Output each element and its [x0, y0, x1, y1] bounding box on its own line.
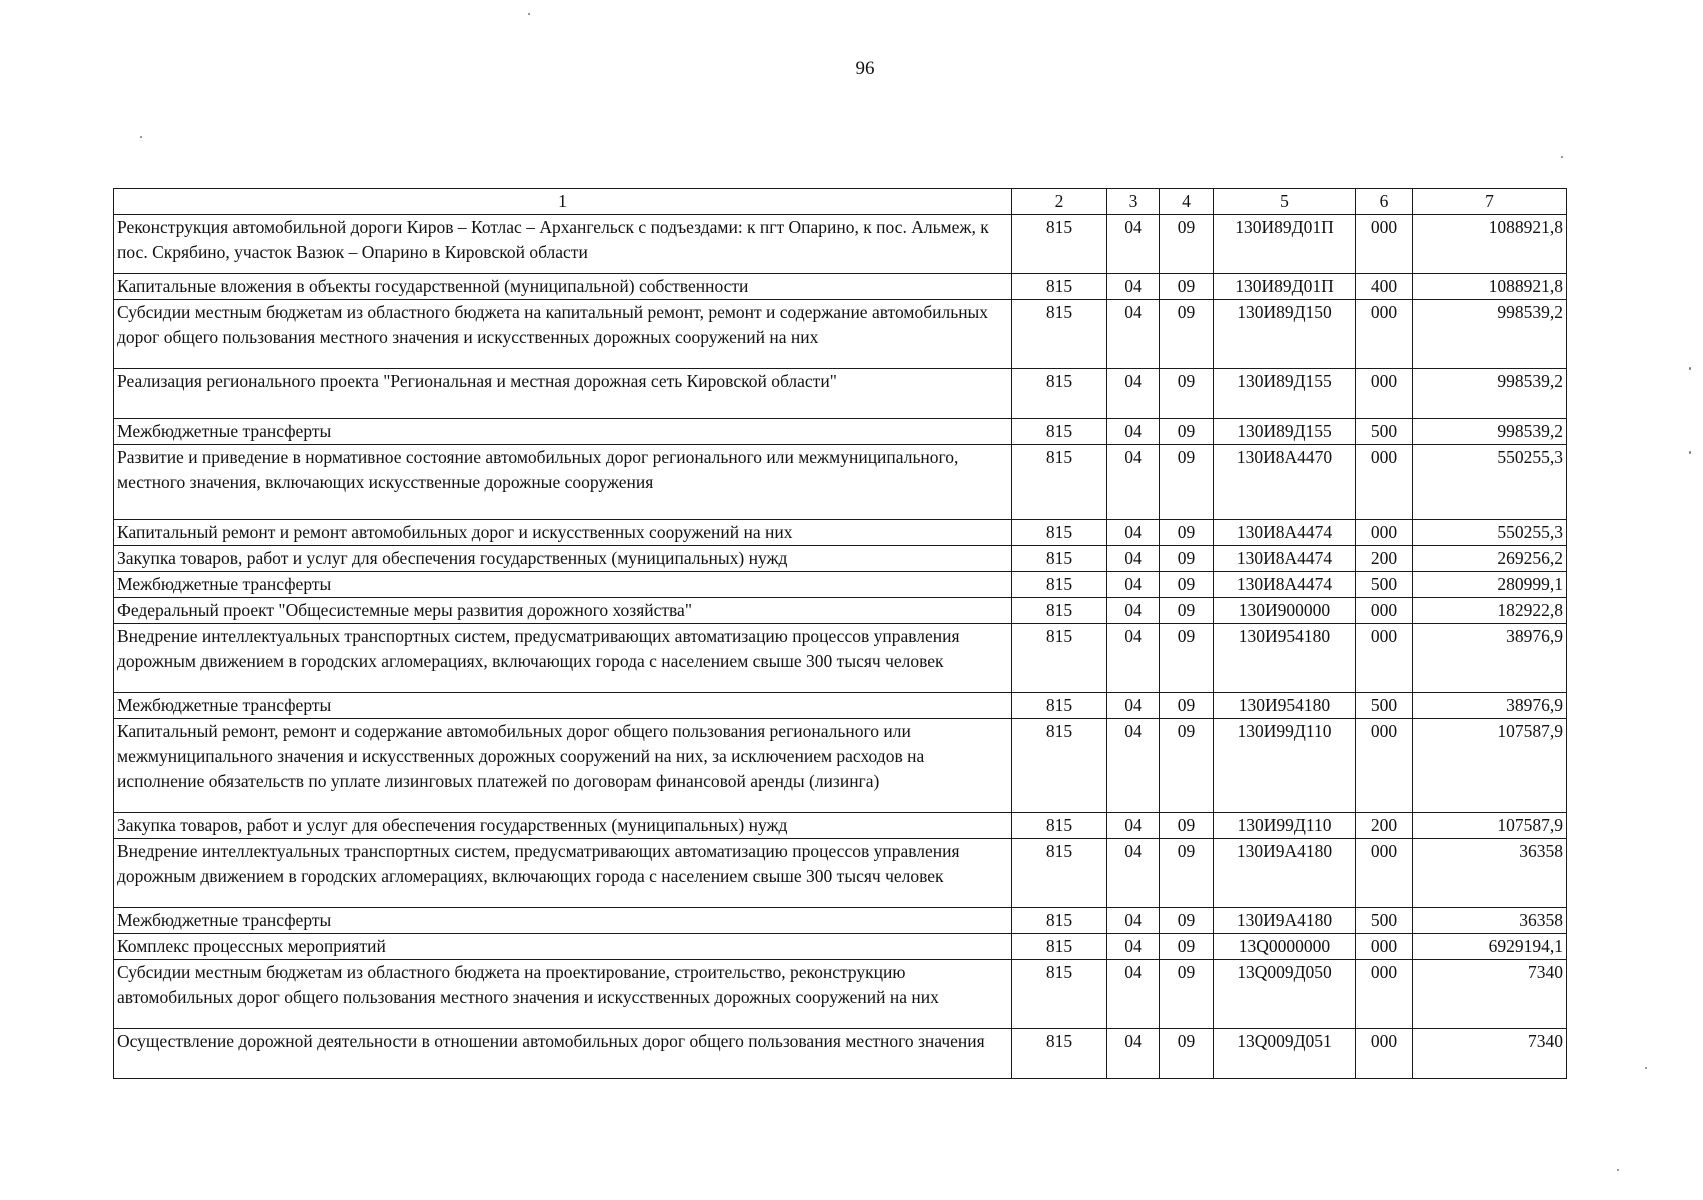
expense-type-code: 200: [1356, 546, 1413, 572]
target-article-code: 130И8А4474: [1214, 520, 1356, 546]
scan-speck: [140, 136, 142, 138]
expense-type-code: 000: [1356, 934, 1413, 960]
column-number-row: [114, 189, 1567, 215]
expense-type-code: 000: [1356, 960, 1413, 1029]
table-row: [114, 546, 1567, 572]
row-description: Межбюджетные трансферты: [114, 908, 1012, 934]
scan-speck: [528, 13, 530, 15]
ministry-code: 815: [1012, 934, 1107, 960]
section-code: 04: [1107, 598, 1160, 624]
table-row: [114, 693, 1567, 719]
section-code: 04: [1107, 624, 1160, 693]
expense-type-code: 000: [1356, 369, 1413, 419]
subsection-code: 09: [1160, 546, 1214, 572]
subsection-code: 09: [1160, 274, 1214, 300]
section-code: 04: [1107, 300, 1160, 369]
table-row: [114, 300, 1567, 369]
ministry-code: 815: [1012, 215, 1107, 274]
section-code: 04: [1107, 274, 1160, 300]
subsection-code: 09: [1160, 1029, 1214, 1079]
amount-value: 550255,3: [1413, 520, 1567, 546]
section-code: 04: [1107, 908, 1160, 934]
table-row: [114, 598, 1567, 624]
ministry-code: 815: [1012, 598, 1107, 624]
table-row: [114, 908, 1567, 934]
section-code: 04: [1107, 419, 1160, 445]
subsection-code: 09: [1160, 693, 1214, 719]
table-row: [114, 934, 1567, 960]
target-article-code: 130И8А4470: [1214, 445, 1356, 520]
subsection-code: 09: [1160, 369, 1214, 419]
subsection-code: 09: [1160, 598, 1214, 624]
amount-value: 6929194,1: [1413, 934, 1567, 960]
expense-type-code: 000: [1356, 520, 1413, 546]
target-article-code: 130И954180: [1214, 693, 1356, 719]
target-article-code: 130И99Д110: [1214, 719, 1356, 813]
ministry-code: 815: [1012, 908, 1107, 934]
table-row: [114, 274, 1567, 300]
scan-speck: [1689, 367, 1691, 370]
ministry-code: 815: [1012, 1029, 1107, 1079]
subsection-code: 09: [1160, 520, 1214, 546]
amount-value: 998539,2: [1413, 419, 1567, 445]
target-article-code: 130И9А4180: [1214, 839, 1356, 908]
expense-type-code: 000: [1356, 719, 1413, 813]
section-code: 04: [1107, 215, 1160, 274]
subsection-code: 09: [1160, 839, 1214, 908]
scan-speck: [1689, 451, 1691, 454]
target-article-code: 130И89Д150: [1214, 300, 1356, 369]
row-description: Внедрение интеллектуальных транспортных систем, предусматривающих автоматизацию процессов управления дорожным движением в городских агломерациях, включающих города с населением свыше 300 тысяч человек: [114, 839, 1012, 908]
target-article-code: 130И9А4180: [1214, 908, 1356, 934]
section-code: 04: [1107, 369, 1160, 419]
expense-type-code: 500: [1356, 419, 1413, 445]
expense-type-code: 000: [1356, 445, 1413, 520]
target-article-code: 13Q009Д050: [1214, 960, 1356, 1029]
target-article-code: 130И900000: [1214, 598, 1356, 624]
row-description: Комплекс процессных мероприятий: [114, 934, 1012, 960]
ministry-code: 815: [1012, 960, 1107, 1029]
table-row: [114, 215, 1567, 274]
ministry-code: 815: [1012, 369, 1107, 419]
subsection-code: 09: [1160, 719, 1214, 813]
row-description: Субсидии местным бюджетам из областного бюджета на проектирование, строительство, реконструкцию автомобильных дорог общего пользования местного значения и искусственных дорожных сооружений на них: [114, 960, 1012, 1029]
table-body: [114, 215, 1567, 1079]
expense-type-code: 000: [1356, 839, 1413, 908]
column-header: 5: [1214, 189, 1356, 215]
amount-value: 998539,2: [1413, 369, 1567, 419]
scan-speck: [1617, 1169, 1619, 1171]
section-code: 04: [1107, 960, 1160, 1029]
subsection-code: 09: [1160, 908, 1214, 934]
column-header: 2: [1012, 189, 1107, 215]
section-code: 04: [1107, 445, 1160, 520]
row-description: Субсидии местным бюджетам из областного бюджета на капитальный ремонт, ремонт и содержание автомобильных дорог общего пользования местного значения и искусственных дорожных сооружений на них: [114, 300, 1012, 369]
amount-value: 107587,9: [1413, 719, 1567, 813]
target-article-code: 130И8А4474: [1214, 572, 1356, 598]
row-description: Осуществление дорожной деятельности в отношении автомобильных дорог общего пользования местного значения: [114, 1029, 1012, 1079]
table-row: [114, 1029, 1567, 1079]
row-description: Межбюджетные трансферты: [114, 572, 1012, 598]
scan-speck: [1561, 156, 1563, 158]
expense-type-code: 500: [1356, 572, 1413, 598]
subsection-code: 09: [1160, 445, 1214, 520]
section-code: 04: [1107, 1029, 1160, 1079]
column-header: 7: [1413, 189, 1567, 215]
expense-type-code: 000: [1356, 598, 1413, 624]
ministry-code: 815: [1012, 445, 1107, 520]
row-description: Капитальный ремонт, ремонт и содержание автомобильных дорог общего пользования регионального или межмуниципального значения и искусственных дорожных сооружений на них, за исключением расходов на исполнение обязательств по уплате лизинговых платежей по договорам финансовой аренды (лизинга): [114, 719, 1012, 813]
expense-type-code: 000: [1356, 215, 1413, 274]
section-code: 04: [1107, 572, 1160, 598]
subsection-code: 09: [1160, 813, 1214, 839]
table-row: [114, 369, 1567, 419]
expense-type-code: 500: [1356, 693, 1413, 719]
target-article-code: 130И89Д01П: [1214, 274, 1356, 300]
row-description: Федеральный проект "Общесистемные меры развития дорожного хозяйства": [114, 598, 1012, 624]
section-code: 04: [1107, 546, 1160, 572]
section-code: 04: [1107, 719, 1160, 813]
amount-value: 36358: [1413, 839, 1567, 908]
amount-value: 1088921,8: [1413, 274, 1567, 300]
subsection-code: 09: [1160, 215, 1214, 274]
ministry-code: 815: [1012, 572, 1107, 598]
target-article-code: 13Q0000000: [1214, 934, 1356, 960]
row-description: Реконструкция автомобильной дороги Киров – Котлас – Архангельск с подъездами: к пгт Опарино, к пос. Альмеж, к пос. Скрябино, участок Вазюк – Опарино в Кировской области: [114, 215, 1012, 274]
column-header: 3: [1107, 189, 1160, 215]
column-header: 4: [1160, 189, 1214, 215]
subsection-code: 09: [1160, 300, 1214, 369]
target-article-code: 130И99Д110: [1214, 813, 1356, 839]
ministry-code: 815: [1012, 300, 1107, 369]
table-row: [114, 813, 1567, 839]
amount-value: 269256,2: [1413, 546, 1567, 572]
subsection-code: 09: [1160, 419, 1214, 445]
section-code: 04: [1107, 813, 1160, 839]
table-row: [114, 572, 1567, 598]
section-code: 04: [1107, 839, 1160, 908]
row-description: Развитие и приведение в нормативное состояние автомобильных дорог регионального или межмуниципального, местного значения, включающих искусственные дорожные сооружения: [114, 445, 1012, 520]
row-description: Закупка товаров, работ и услуг для обеспечения государственных (муниципальных) нужд: [114, 813, 1012, 839]
ministry-code: 815: [1012, 839, 1107, 908]
column-header: 6: [1356, 189, 1413, 215]
ministry-code: 815: [1012, 624, 1107, 693]
subsection-code: 09: [1160, 960, 1214, 1029]
target-article-code: 130И89Д01П: [1214, 215, 1356, 274]
ministry-code: 815: [1012, 546, 1107, 572]
row-description: Капитальные вложения в объекты государственной (муниципальной) собственности: [114, 274, 1012, 300]
expense-type-code: 000: [1356, 300, 1413, 369]
row-description: Межбюджетные трансферты: [114, 419, 1012, 445]
target-article-code: 13Q009Д051: [1214, 1029, 1356, 1079]
expense-type-code: 000: [1356, 1029, 1413, 1079]
target-article-code: 130И89Д155: [1214, 369, 1356, 419]
amount-value: 998539,2: [1413, 300, 1567, 369]
subsection-code: 09: [1160, 934, 1214, 960]
table-row: [114, 419, 1567, 445]
amount-value: 38976,9: [1413, 624, 1567, 693]
amount-value: 107587,9: [1413, 813, 1567, 839]
table-row: [114, 445, 1567, 520]
row-description: Внедрение интеллектуальных транспортных систем, предусматривающих автоматизацию процессов управления дорожным движением в городских агломерациях, включающих города с населением свыше 300 тысяч человек: [114, 624, 1012, 693]
row-description: Межбюджетные трансферты: [114, 693, 1012, 719]
table-row: [114, 960, 1567, 1029]
column-header: 1: [114, 189, 1012, 215]
amount-value: 7340: [1413, 960, 1567, 1029]
scan-speck: [1645, 1067, 1647, 1069]
row-description: Реализация регионального проекта "Региональная и местная дорожная сеть Кировской области": [114, 369, 1012, 419]
section-code: 04: [1107, 520, 1160, 546]
subsection-code: 09: [1160, 572, 1214, 598]
expense-type-code: 200: [1356, 813, 1413, 839]
ministry-code: 815: [1012, 693, 1107, 719]
amount-value: 1088921,8: [1413, 215, 1567, 274]
target-article-code: 130И8А4474: [1214, 546, 1356, 572]
table-row: [114, 839, 1567, 908]
table-row: [114, 624, 1567, 693]
ministry-code: 815: [1012, 274, 1107, 300]
row-description: Капитальный ремонт и ремонт автомобильных дорог и искусственных сооружений на них: [114, 520, 1012, 546]
expense-type-code: 400: [1356, 274, 1413, 300]
expense-type-code: 500: [1356, 908, 1413, 934]
ministry-code: 815: [1012, 419, 1107, 445]
page-number: 96: [855, 58, 875, 79]
section-code: 04: [1107, 934, 1160, 960]
amount-value: 36358: [1413, 908, 1567, 934]
target-article-code: 130И89Д155: [1214, 419, 1356, 445]
amount-value: 38976,9: [1413, 693, 1567, 719]
ministry-code: 815: [1012, 719, 1107, 813]
budget-table: [113, 188, 1567, 1079]
row-description: Закупка товаров, работ и услуг для обеспечения государственных (муниципальных) нужд: [114, 546, 1012, 572]
ministry-code: 815: [1012, 520, 1107, 546]
section-code: 04: [1107, 693, 1160, 719]
amount-value: 182922,8: [1413, 598, 1567, 624]
amount-value: 550255,3: [1413, 445, 1567, 520]
table-row: [114, 719, 1567, 813]
amount-value: 7340: [1413, 1029, 1567, 1079]
target-article-code: 130И954180: [1214, 624, 1356, 693]
amount-value: 280999,1: [1413, 572, 1567, 598]
table-row: [114, 520, 1567, 546]
expense-type-code: 000: [1356, 624, 1413, 693]
ministry-code: 815: [1012, 813, 1107, 839]
subsection-code: 09: [1160, 624, 1214, 693]
